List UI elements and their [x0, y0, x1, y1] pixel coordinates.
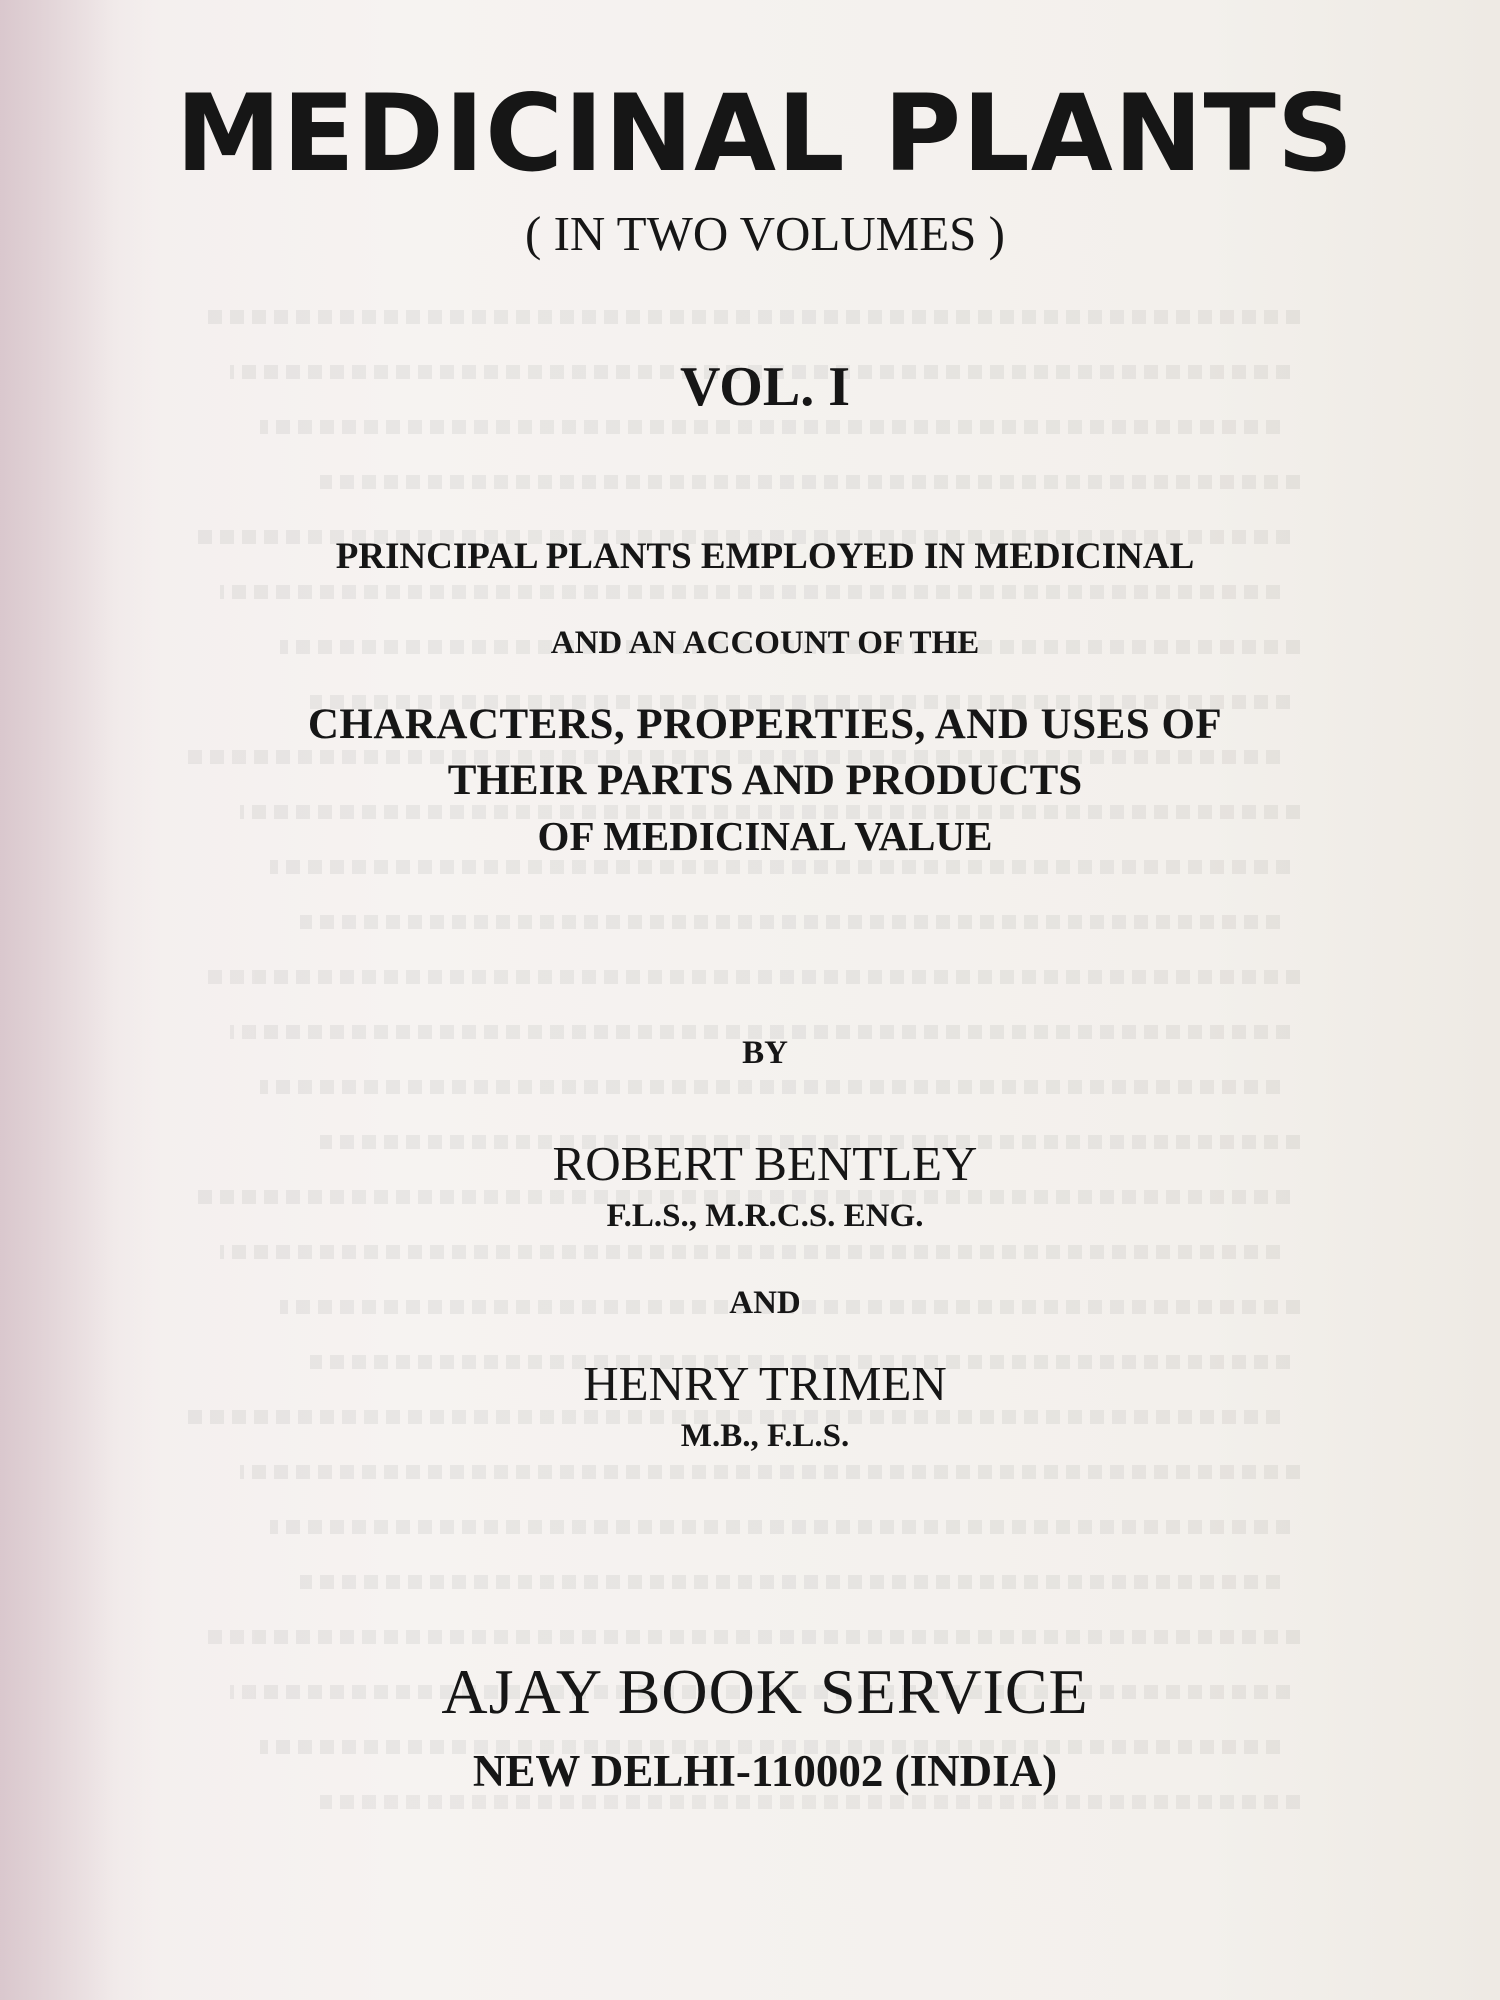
- show-through-band: [200, 310, 1300, 324]
- description-line-3: CHARACTERS, PROPERTIES, AND USES OF: [307, 701, 1223, 748]
- show-through-band: [270, 860, 1290, 874]
- show-through-band: [220, 585, 1280, 599]
- and-label: AND: [729, 1285, 801, 1321]
- author-name-1: ROBERT BENTLEY: [552, 1136, 978, 1191]
- by-label: BY: [742, 1035, 788, 1071]
- author-credentials-2: M.B., F.L.S.: [680, 1418, 850, 1454]
- show-through-band: [240, 1465, 1300, 1479]
- show-through-band: [320, 1795, 1300, 1809]
- show-through-band: [300, 915, 1280, 929]
- show-through-band: [260, 420, 1280, 434]
- show-through-band: [300, 1575, 1280, 1589]
- show-through-band: [320, 475, 1300, 489]
- author-credentials-1: F.L.S., M.R.C.S. ENG.: [606, 1198, 924, 1234]
- book-title: MEDICINAL PLANTS: [175, 72, 1355, 195]
- show-through-band: [200, 1630, 1300, 1644]
- description-line-4: THEIR PARTS AND PRODUCTS: [447, 757, 1083, 804]
- publisher-name: AJAY BOOK SERVICE: [441, 1656, 1089, 1727]
- volumes-note: ( IN TWO VOLUMES ): [525, 206, 1005, 261]
- publisher-location: NEW DELHI-110002 (INDIA): [472, 1746, 1058, 1796]
- show-through-band: [260, 1080, 1280, 1094]
- volume-number: VOL. I: [679, 356, 851, 418]
- description-line-1: PRINCIPAL PLANTS EMPLOYED IN MEDICINAL: [335, 536, 1195, 577]
- show-through-band: [270, 1520, 1290, 1534]
- description-line-5: OF MEDICINAL VALUE: [537, 813, 993, 859]
- show-through-band: [220, 1245, 1280, 1259]
- author-name-2: HENRY TRIMEN: [583, 1356, 947, 1411]
- description-line-2: AND AN ACCOUNT OF THE: [550, 625, 980, 661]
- show-through-band: [200, 970, 1300, 984]
